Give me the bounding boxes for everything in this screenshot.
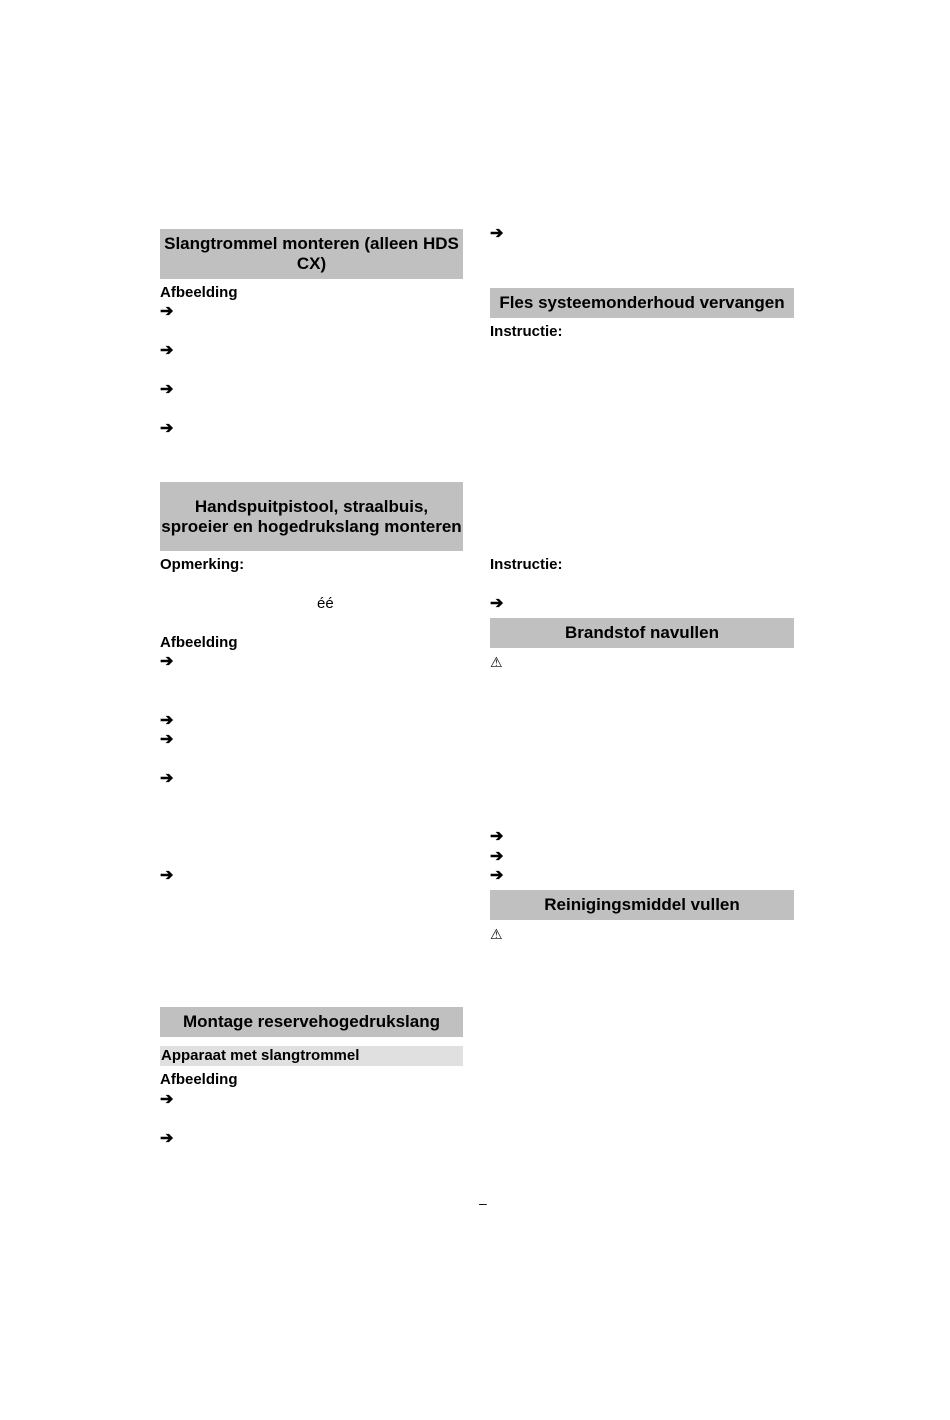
arrow-right-icon: ➔ xyxy=(490,848,504,865)
section-title: Reinigingsmiddel vullen xyxy=(544,895,740,914)
instruction-label: Instructie: xyxy=(490,556,563,573)
section-heading-slangtrommel xyxy=(160,229,463,279)
section-heading-handspuitpistool xyxy=(160,482,463,551)
arrow-right-icon: ➔ xyxy=(160,342,174,359)
arrow-right-icon: ➔ xyxy=(160,1130,174,1147)
warning-triangle-icon: ⚠ xyxy=(490,926,503,942)
figure-label: Afbeelding xyxy=(160,1071,238,1088)
subsection-heading: Apparaat met slangtrommel xyxy=(160,1046,463,1066)
section-title: Montage reservehogedrukslang xyxy=(183,1012,440,1031)
arrow-right-icon: ➔ xyxy=(160,770,174,787)
arrow-right-icon: ➔ xyxy=(160,867,174,884)
section-title: Brandstof navullen xyxy=(565,623,719,642)
section-heading-reinigingsmiddel-vullen xyxy=(490,890,794,920)
arrow-right-icon: ➔ xyxy=(490,867,504,884)
arrow-right-icon: ➔ xyxy=(160,712,174,729)
arrow-right-icon: ➔ xyxy=(160,381,174,398)
section-heading-montage-reservehogedrukslang xyxy=(160,1007,463,1037)
note-label: Opmerking: xyxy=(160,556,245,573)
section-title: Slangtrommel monteren (alleen HDS CX) xyxy=(164,234,459,273)
instruction-label: Instructie: xyxy=(490,323,563,340)
arrow-right-icon: ➔ xyxy=(160,1091,174,1108)
arrow-right-icon: ➔ xyxy=(490,225,504,242)
section-title: Handspuitpistool, straalbuis, sproeier en hogedrukslang monteren xyxy=(161,496,462,536)
arrow-right-icon: ➔ xyxy=(490,595,504,612)
figure-label: Afbeelding xyxy=(160,284,238,301)
section-heading-brandstof-navullen xyxy=(490,618,794,648)
arrow-right-icon: ➔ xyxy=(490,828,504,845)
section-heading-fles-systeemonderhoud xyxy=(490,288,794,318)
text-fragment: éé xyxy=(317,595,334,612)
arrow-right-icon: ➔ xyxy=(160,303,174,320)
arrow-right-icon: ➔ xyxy=(160,420,174,437)
arrow-right-icon: ➔ xyxy=(160,653,174,670)
page-marker: – xyxy=(479,1195,487,1211)
arrow-right-icon: ➔ xyxy=(160,731,174,748)
warning-triangle-icon: ⚠ xyxy=(490,654,503,670)
figure-label: Afbeelding xyxy=(160,634,238,651)
section-title: Fles systeemonderhoud vervangen xyxy=(499,293,785,312)
